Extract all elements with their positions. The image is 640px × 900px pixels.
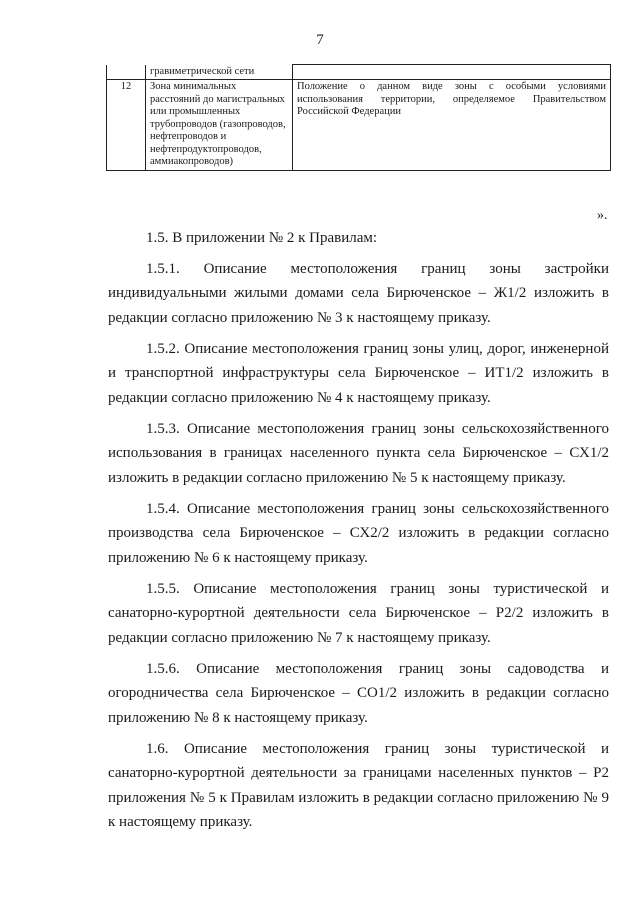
body-text [108, 226, 609, 841]
table-cell-number: 12 [107, 80, 146, 171]
table-cell-description [293, 65, 611, 80]
table-row-continued [107, 65, 611, 80]
paragraph-1-5-1: 1.5.1. Описание местоположения границ зоны застройки индивидуальными жилыми домами села Бирюченское – Ж1/2 изложить в редакции согласно приложению № 3 к настоящему приказу. [108, 260, 609, 326]
page-number: 7 [316, 32, 324, 48]
paragraph-1-5-2: 1.5.2. Описание местоположения границ зоны улиц, дорог, инженерной и транспортной инфраструктуры села Бирюченское – ИТ1/2 изложить в редакции согласно приложению № 4 к настоящему приказу. [108, 340, 609, 406]
paragraph-1-5-3: 1.5.3. Описание местоположения границ зоны сельскохозяйственного использования в границах населенного пункта села Бирюченское – СХ1/2 изложить в редакции согласно приложению № 5 к настоящему приказу. [108, 420, 609, 486]
closing-quote-mark: ». [597, 208, 608, 223]
zones-table [106, 64, 611, 171]
table-cell-description: Положение о данном виде зоны с особыми условиями использования территории, определяемое Правительством Российской Федерации [293, 80, 611, 171]
paragraph-1-6: 1.6. Описание местоположения границ зоны туристической и санаторно-курортной деятельности за границами населенных пунктов – Р2 приложения № 5 к Правилам изложить в редакции согласно приложению № 9 к настоящему приказу. [108, 740, 609, 831]
table-cell-number [107, 65, 146, 80]
paragraph-1-5-5: 1.5.5. Описание местоположения границ зоны туристической и санаторно-курортной деятельности села Бирюченское – Р2/2 изложить в редакции согласно приложению № 7 к настоящему приказу. [108, 580, 609, 646]
paragraph-1-5-6: 1.5.6. Описание местоположения границ зоны садоводства и огородничества села Бирюченское – СО1/2 изложить в редакции согласно приложению № 8 к настоящему приказу. [108, 660, 609, 726]
table-row [107, 80, 611, 171]
paragraph-1-5-4: 1.5.4. Описание местоположения границ зоны сельскохозяйственного производства села Бирюченское – СХ2/2 изложить в редакции согласно приложению № 6 к настоящему приказу. [108, 500, 609, 566]
table-cell-name: Зона минимальных расстояний до магистральных или промышленных трубопроводов (газопроводов, нефтепроводов и нефтепродуктопроводов, аммиакопроводов) [146, 80, 293, 171]
paragraph-1-5: 1.5. В приложении № 2 к Правилам: [146, 230, 378, 246]
table-cell-name: гравиметрической сети [146, 65, 293, 80]
